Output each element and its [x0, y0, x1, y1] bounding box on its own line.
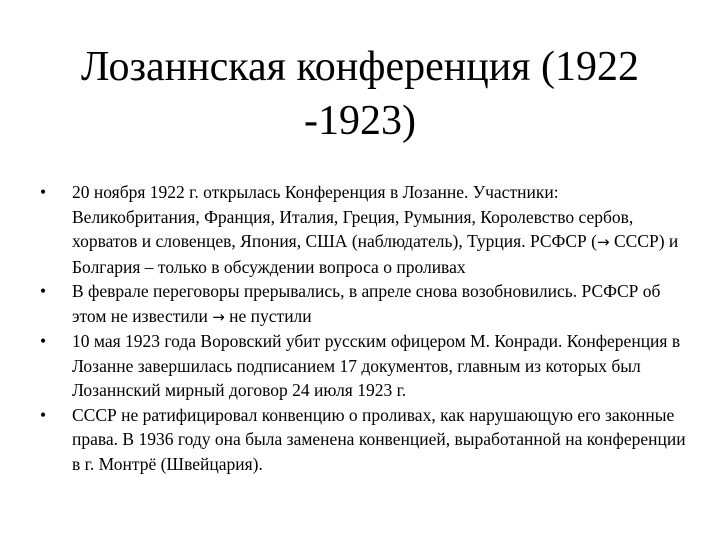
bullet-item-2 — [40, 279, 690, 329]
bullet-list — [40, 180, 690, 476]
bullet-icon: • — [40, 404, 47, 425]
bullet-item-4-text: СССР не ратифицировал конвенцию о проливах, как нарушающую его законные права. В 1936 году она была заменена конвенцией, выработанной на конференции в г. Монтрё (Швейцария). — [72, 404, 686, 474]
arrow-right-icon: → — [597, 233, 610, 251]
bullet-icon: • — [40, 182, 47, 202]
slide-title-line-1: Лозаннская конференция (1922 — [81, 44, 639, 90]
bullet-icon: • — [40, 331, 47, 351]
bullet-item-1-text: 20 ноября 1922 г. открылась Конференция в Лозанне. Участники: Великобритания, Франция, Италия, Греция, Румыния, Королевство сербов, хорватов и словенцев, Япония, США (наблюдатель), Турция. РСФСР ( — [72, 182, 634, 251]
arrow-right-icon: → — [212, 307, 225, 326]
slide-title — [40, 40, 680, 148]
slide-title-line-2: -1923) — [304, 98, 416, 144]
bullet-item-2-text: В феврале переговоры прерывались, в апреле снова возобновились. РСФСР об этом не известили — [72, 281, 661, 326]
bullet-item-3-text: 10 мая 1923 года Воровский убит русским офицером М. Конради. Конференция в Лозанне завершилась подписанием 17 документов, главным из которых был Лозаннский мирный договор 24 июля 1923 г. — [72, 331, 681, 400]
bullet-item-4 — [40, 403, 690, 477]
bullet-item-1-text-after-arrow: СССР) и Болгария – только в обсуждении вопроса о проливах — [72, 231, 679, 277]
bullet-item-2-text-after-arrow: не пустили — [224, 305, 312, 326]
bullet-item-1 — [40, 180, 690, 279]
bullet-item-3 — [40, 329, 690, 403]
bullet-icon: • — [40, 281, 47, 301]
